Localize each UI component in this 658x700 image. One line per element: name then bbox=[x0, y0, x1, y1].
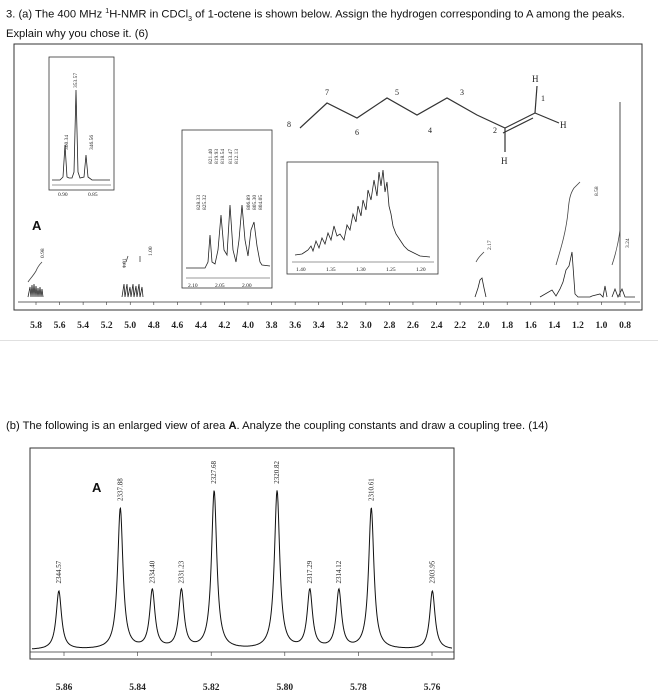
inset-2-peak-label: 828.33 bbox=[196, 194, 202, 210]
peak-label: 2334.40 bbox=[148, 560, 157, 584]
inset-1 bbox=[49, 57, 114, 198]
integral-values bbox=[40, 186, 631, 268]
inset-2-peak-label: 806.89 bbox=[246, 194, 252, 210]
hydrogen-label: H bbox=[501, 156, 508, 166]
integral-value: 1.01 bbox=[122, 258, 128, 268]
inset-3-tick: 1.30 bbox=[356, 267, 366, 273]
peak-label: 2303.95 bbox=[428, 560, 437, 584]
inset-3-tick: 1.25 bbox=[386, 267, 396, 273]
integral-curves bbox=[28, 182, 620, 282]
x-tick-label: 2.2 bbox=[454, 321, 467, 331]
integral-value: 1.00 bbox=[148, 246, 154, 256]
peak-label: 2337.88 bbox=[116, 478, 125, 501]
carbon-number: 4 bbox=[428, 126, 432, 135]
carbon-number: 1 bbox=[541, 94, 545, 103]
x-tick-label: 4.2 bbox=[218, 321, 231, 331]
x-tick-label: 5.8 bbox=[30, 321, 42, 331]
inset-2-peak-label: 804.05 bbox=[258, 194, 264, 210]
x-tick-label: 5.84 bbox=[129, 683, 146, 693]
carbon-number: 3 bbox=[460, 88, 464, 97]
x-tick-label: 5.82 bbox=[202, 683, 220, 693]
integral-value: 2.17 bbox=[487, 240, 493, 250]
structure-labels bbox=[287, 74, 567, 166]
x-tick-label: 5.76 bbox=[423, 683, 441, 693]
x-tick-label: 4.8 bbox=[147, 321, 160, 331]
spectrum-2 bbox=[30, 448, 454, 693]
x-tick-label: 3.4 bbox=[312, 321, 325, 331]
x-tick-label: 2.6 bbox=[407, 321, 419, 331]
peak-label: 2320.82 bbox=[273, 461, 282, 484]
hydrogen-label: H bbox=[532, 74, 539, 84]
inset-1-tick: 0.90 bbox=[58, 192, 68, 198]
x-tick-label: 5.4 bbox=[77, 321, 90, 331]
molecule-structure bbox=[300, 86, 559, 152]
spectrum-2-trace bbox=[32, 490, 452, 648]
x-tick-label: 1.0 bbox=[595, 321, 608, 331]
peak-label: 2310.61 bbox=[367, 478, 376, 501]
x-tick-label: 2.8 bbox=[383, 321, 396, 331]
carbon-number: 6 bbox=[355, 128, 359, 137]
x-tick-label: 4.4 bbox=[194, 321, 207, 331]
inset-2-tick: 2.05 bbox=[215, 283, 225, 289]
inset-2-tick: 2.00 bbox=[242, 283, 252, 289]
inset-2-tick: 2.10 bbox=[188, 283, 198, 289]
spectrum-1 bbox=[14, 44, 642, 331]
x-tick-label: 4.0 bbox=[242, 321, 254, 331]
x-tick-label: 5.2 bbox=[100, 321, 113, 331]
peak-label: 2344.57 bbox=[54, 560, 63, 584]
question-b: (b) The following is an enlarged view of area A. Analyze the coupling constants and draw a coupling tree. (14) bbox=[6, 420, 549, 432]
inset-2-peak-label: 812.13 bbox=[234, 148, 240, 164]
x-tick-label: 3.6 bbox=[289, 321, 302, 331]
inset-3 bbox=[287, 162, 438, 274]
peak-label: 2317.29 bbox=[305, 560, 314, 584]
inset-1-peak-label: 353.57 bbox=[73, 72, 79, 88]
x-tick-label: 5.6 bbox=[53, 321, 66, 331]
x-tick-label: 2.4 bbox=[430, 321, 443, 331]
inset-2-peak-label: 819.93 bbox=[214, 148, 220, 164]
x-tick-label: 2.0 bbox=[477, 321, 490, 331]
x-tick-label: 3.2 bbox=[336, 321, 349, 331]
question-a: 3. (a) The 400 MHz $^1$H-NMR in CDCl$_3$ of 1-octene is shown below. Assign the hydrogen corresponding to A among the peaks. Explain why you chose it. (6) bbox=[6, 8, 625, 40]
spectrum-2-x-axis bbox=[56, 652, 441, 693]
inset-2-peak-label: 818.54 bbox=[220, 148, 226, 164]
x-tick-label: 5.80 bbox=[276, 683, 294, 693]
x-tick-label: 5.78 bbox=[350, 683, 367, 693]
hydrogen-label: H bbox=[560, 120, 567, 130]
inset-3-tick: 1.40 bbox=[296, 267, 306, 273]
x-tick-label: 4.6 bbox=[171, 321, 184, 331]
inset-2 bbox=[182, 130, 272, 289]
divider bbox=[0, 340, 658, 341]
x-tick-label: 3.8 bbox=[265, 321, 278, 331]
peak-label: 2331.23 bbox=[177, 560, 186, 584]
carbon-number: 8 bbox=[287, 120, 291, 129]
x-tick-label: 1.2 bbox=[571, 321, 584, 331]
x-tick-label: 5.0 bbox=[124, 321, 137, 331]
spectrum-2-label: A bbox=[92, 480, 102, 495]
carbon-number: 7 bbox=[325, 88, 329, 97]
carbon-number: 2 bbox=[493, 126, 497, 135]
x-tick-label: 5.86 bbox=[55, 683, 73, 693]
integral-value: 8.58 bbox=[594, 186, 600, 196]
carbon-number: 5 bbox=[395, 88, 399, 97]
inset-2-peak-labels bbox=[196, 149, 264, 210]
integral-value: 0.98 bbox=[40, 248, 46, 258]
spectrum-1-x-axis bbox=[30, 302, 631, 331]
x-tick-label: 1.8 bbox=[501, 321, 514, 331]
x-tick-label: 3.0 bbox=[359, 321, 372, 331]
x-tick-label: 1.6 bbox=[524, 321, 537, 331]
inset-3-tick: 1.35 bbox=[326, 267, 336, 273]
spectrum-2-peak-labels bbox=[55, 461, 437, 584]
inset-2-peak-label: 821.40 bbox=[208, 148, 214, 164]
inset-1-peak-label: 360.34 bbox=[64, 134, 70, 150]
inset-1-tick: 0.85 bbox=[88, 192, 98, 198]
x-tick-label: 0.8 bbox=[619, 321, 631, 331]
peak-label: 2327.68 bbox=[210, 461, 219, 484]
inset-2-peak-label: 813.47 bbox=[228, 148, 234, 164]
integral-value: 3.24 bbox=[625, 238, 631, 248]
inset-2-peak-label: 825.32 bbox=[202, 194, 208, 210]
x-tick-label: 1.4 bbox=[548, 321, 561, 331]
area-a-label: A bbox=[32, 218, 42, 233]
inset-2-peak-label: 805.30 bbox=[252, 194, 258, 210]
inset-3-tick: 1.20 bbox=[416, 267, 426, 273]
inset-1-peak-label: 346.56 bbox=[89, 134, 95, 150]
peak-label: 2314.12 bbox=[334, 560, 343, 584]
